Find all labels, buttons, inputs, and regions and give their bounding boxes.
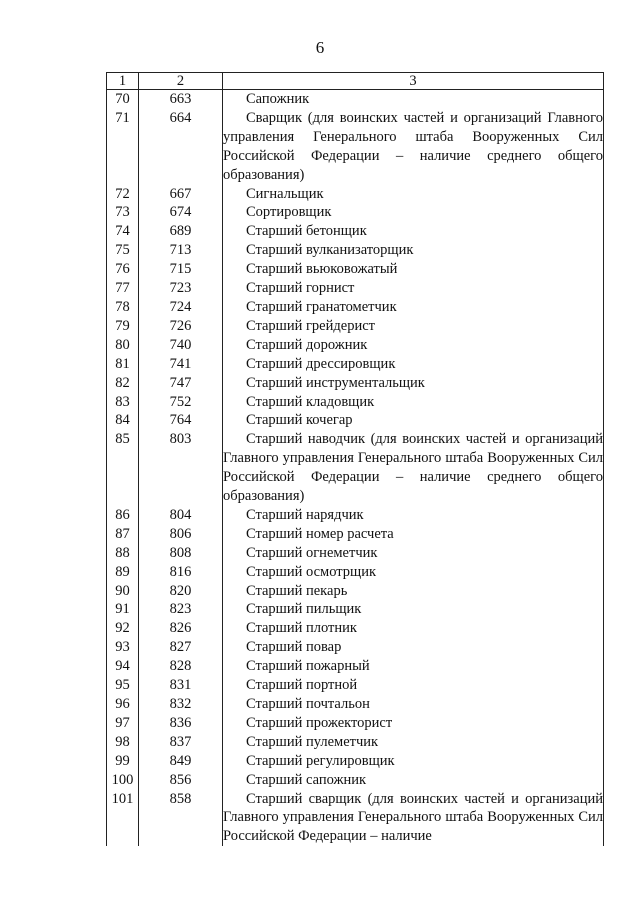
- table-row: [107, 430, 604, 506]
- row-code: 849: [139, 752, 223, 771]
- row-profession: Старший повар: [223, 638, 604, 657]
- table-row: [107, 185, 604, 204]
- table-row: [107, 506, 604, 525]
- row-number: 83: [107, 393, 139, 412]
- row-profession: Старший дорожник: [223, 336, 604, 355]
- table-header: [107, 73, 604, 90]
- row-number: 100: [107, 771, 139, 790]
- row-code: 816: [139, 563, 223, 582]
- row-profession: Сварщик (для воинских частей и организаций Главного управления Генерального штаба Вооруженных Сил Российской Федерации – наличие среднего общего образования): [223, 109, 603, 183]
- row-number: 95: [107, 676, 139, 695]
- table-row: [107, 544, 604, 563]
- row-code: 667: [139, 185, 223, 204]
- row-profession: Старший грейдерист: [223, 317, 604, 336]
- row-number: 76: [107, 260, 139, 279]
- row-profession: Сигнальщик: [223, 185, 604, 204]
- row-code: 689: [139, 222, 223, 241]
- row-profession: Старший прожекторист: [223, 714, 604, 733]
- row-profession: Старший сварщик (для воинских частей и организаций Главного управления Генерального штаба Вооруженных Сил Российской Федерации – наличие: [223, 790, 603, 845]
- table-row: [107, 714, 604, 733]
- row-number: 85: [107, 430, 139, 506]
- table-row: [107, 374, 604, 393]
- table-row: [107, 241, 604, 260]
- profession-table: [106, 72, 604, 846]
- table-row: [107, 657, 604, 676]
- row-code: 674: [139, 203, 223, 222]
- table-row: [107, 298, 604, 317]
- row-code: 804: [139, 506, 223, 525]
- table-row: [107, 582, 604, 601]
- table-row: [107, 109, 604, 185]
- row-profession: Старший портной: [223, 676, 604, 695]
- row-code: 764: [139, 411, 223, 430]
- row-profession: Старший сапожник: [223, 771, 604, 790]
- table-row: [107, 393, 604, 412]
- row-profession: Старший осмотрщик: [223, 563, 604, 582]
- row-code: 832: [139, 695, 223, 714]
- row-number: 77: [107, 279, 139, 298]
- row-code: 803: [139, 430, 223, 506]
- row-code: 826: [139, 619, 223, 638]
- row-code: 752: [139, 393, 223, 412]
- table-row: [107, 355, 604, 374]
- column-header-3: 3: [223, 73, 604, 90]
- row-profession: Старший вулканизаторщик: [223, 241, 604, 260]
- row-profession: Старший почтальон: [223, 695, 604, 714]
- row-number: 88: [107, 544, 139, 563]
- row-code: 831: [139, 676, 223, 695]
- table-row: [107, 222, 604, 241]
- row-code: 715: [139, 260, 223, 279]
- row-number: 87: [107, 525, 139, 544]
- row-number: 86: [107, 506, 139, 525]
- row-number: 98: [107, 733, 139, 752]
- table-row: [107, 411, 604, 430]
- row-number: 81: [107, 355, 139, 374]
- row-profession: Старший нарядчик: [223, 506, 604, 525]
- row-profession: Старший кладовщик: [223, 393, 604, 412]
- row-number: 75: [107, 241, 139, 260]
- row-profession: Сапожник: [223, 90, 604, 109]
- row-number: 84: [107, 411, 139, 430]
- row-number: 96: [107, 695, 139, 714]
- row-profession: Старший пожарный: [223, 657, 604, 676]
- row-code: 808: [139, 544, 223, 563]
- row-profession: Старший огнеметчик: [223, 544, 604, 563]
- row-profession: Старший вьюковожатый: [223, 260, 604, 279]
- row-code: 663: [139, 90, 223, 109]
- table-row: [107, 733, 604, 752]
- table-row: [107, 676, 604, 695]
- row-profession: Старший дрессировщик: [223, 355, 604, 374]
- row-code: 828: [139, 657, 223, 676]
- row-code: 820: [139, 582, 223, 601]
- table-row: [107, 525, 604, 544]
- row-profession: Старший номер расчета: [223, 525, 604, 544]
- row-code: 823: [139, 600, 223, 619]
- row-profession: Старший регулировщик: [223, 752, 604, 771]
- row-profession: Старший горнист: [223, 279, 604, 298]
- row-code: 858: [139, 790, 223, 847]
- row-profession: Старший пулеметчик: [223, 733, 604, 752]
- row-number: 80: [107, 336, 139, 355]
- table-row: [107, 771, 604, 790]
- row-code: 806: [139, 525, 223, 544]
- table-row: [107, 260, 604, 279]
- row-number: 71: [107, 109, 139, 185]
- table-row: [107, 600, 604, 619]
- table-row: [107, 90, 604, 109]
- row-profession: Старший пекарь: [223, 582, 604, 601]
- header-row: [107, 73, 604, 90]
- row-profession: Старший кочегар: [223, 411, 604, 430]
- table-row: [107, 203, 604, 222]
- table-row: [107, 619, 604, 638]
- page-number: 6: [315, 38, 325, 57]
- row-number: 73: [107, 203, 139, 222]
- column-header-1: 1: [107, 73, 139, 90]
- row-profession: Старший пильщик: [223, 600, 604, 619]
- row-profession: Старший гранатометчик: [223, 298, 604, 317]
- row-code: 664: [139, 109, 223, 185]
- table-row: [107, 752, 604, 771]
- table-row: [107, 563, 604, 582]
- row-number: 92: [107, 619, 139, 638]
- row-number: 97: [107, 714, 139, 733]
- table-row: [107, 336, 604, 355]
- row-number: 82: [107, 374, 139, 393]
- row-code: 740: [139, 336, 223, 355]
- row-code: 827: [139, 638, 223, 657]
- column-header-2: 2: [139, 73, 223, 90]
- row-number: 94: [107, 657, 139, 676]
- row-code: 713: [139, 241, 223, 260]
- row-code: 837: [139, 733, 223, 752]
- row-number: 91: [107, 600, 139, 619]
- row-number: 72: [107, 185, 139, 204]
- row-number: 79: [107, 317, 139, 336]
- row-code: 723: [139, 279, 223, 298]
- row-number: 101: [107, 790, 139, 847]
- row-code: 741: [139, 355, 223, 374]
- row-profession: Старший бетонщик: [223, 222, 604, 241]
- table-row: [107, 638, 604, 657]
- row-code: 747: [139, 374, 223, 393]
- row-code: 724: [139, 298, 223, 317]
- table-body: [107, 90, 604, 847]
- row-code: 856: [139, 771, 223, 790]
- table-row: [107, 695, 604, 714]
- row-number: 99: [107, 752, 139, 771]
- row-number: 93: [107, 638, 139, 657]
- row-number: 78: [107, 298, 139, 317]
- row-profession: Старший инструментальщик: [223, 374, 604, 393]
- row-profession: Старший наводчик (для воинских частей и организаций Главного управления Генерального штаба Вооруженных Сил Российской Федерации – наличие среднего общего образования): [223, 431, 603, 505]
- row-number: 70: [107, 90, 139, 109]
- table-row: [107, 279, 604, 298]
- row-number: 89: [107, 563, 139, 582]
- row-number: 90: [107, 582, 139, 601]
- row-code: 726: [139, 317, 223, 336]
- table-row: [107, 317, 604, 336]
- table-row: [107, 790, 604, 847]
- row-code: 836: [139, 714, 223, 733]
- row-profession: Старший плотник: [223, 619, 604, 638]
- row-number: 74: [107, 222, 139, 241]
- row-profession: Сортировщик: [223, 203, 604, 222]
